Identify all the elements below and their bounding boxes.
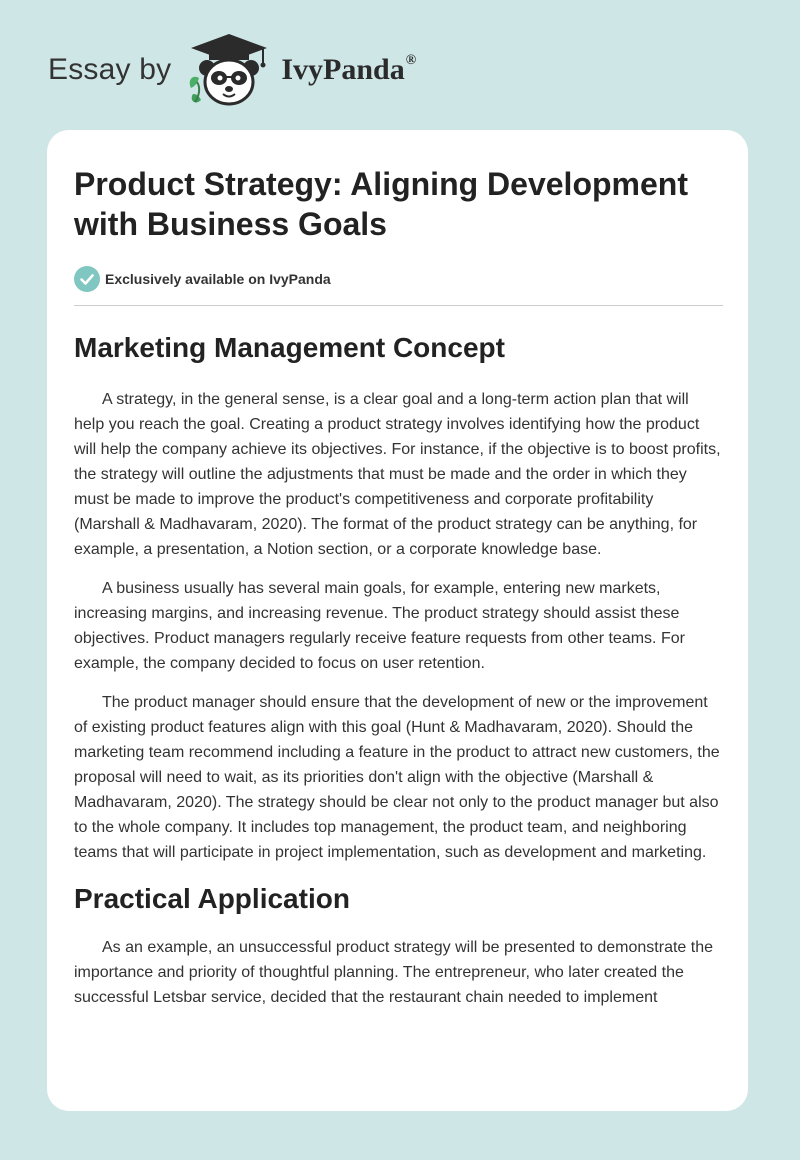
article-content [74,130,723,1010]
essay-by-label: Essay by [48,53,172,86]
section-heading: Marketing Management Concept [74,332,505,363]
article-card [47,130,748,1111]
exclusive-badge-text: Exclusively available on IvyPanda [105,271,331,287]
brand-wordmark[interactable] [281,53,416,87]
section-heading: Practical Application [74,883,350,914]
brand-name: IvyPanda [281,53,405,86]
title-divider [74,305,723,306]
paragraph: A business usually has several main goals, for example, entering new markets, increasing margins, and increasing revenue. The product strategy should assist these objectives. Product managers regularly receive feature requests from other teams. For example, the company decided to focus on user retention. [74,580,685,672]
paragraph: A strategy, in the general sense, is a clear goal and a long-term action plan that will help you reach the goal. Creating a product strategy involves identifying how the product will help the company achieve its objectives. For instance, if the objective is to boost profits, the strategy will outline the adjustments that must be made and the order in which they must be made to improve the product's competitiveness and corporate profitability (Marshall & Madhavaram, 2020). The format of the product strategy can be anything, for example, a presentation, a Notion section, or a corporate knowledge base. [74,391,721,558]
site-header [48,30,416,110]
exclusive-badge [74,266,723,292]
paragraph: The product manager should ensure that the development of new or the improvement of existing product features align with this goal (Hunt & Madhavaram, 2020). Should the marketing team recommend including a feature in the product to attract new customers, the proposal will need to wait, as its priorities don't align with the objective (Marshall & Madhavaram, 2020). The strategy should be clear not only to the product manager but also to the whole company. It includes top management, the product team, and neighboring teams that will participate in project implementation, such as development and marketing. [74,694,720,861]
check-circle-icon [74,266,100,292]
paragraph: As an example, an unsuccessful product strategy will be presented to demonstrate the importance and priority of thoughtful planning. The entrepreneur, who later created the successful Letsbar service, decided that the restaurant chain needed to implement [74,939,714,1006]
panda-logo-icon[interactable] [185,32,273,108]
article-title: Product Strategy: Aligning Development with Business Goals [74,166,688,242]
registered-mark: ® [405,53,417,68]
